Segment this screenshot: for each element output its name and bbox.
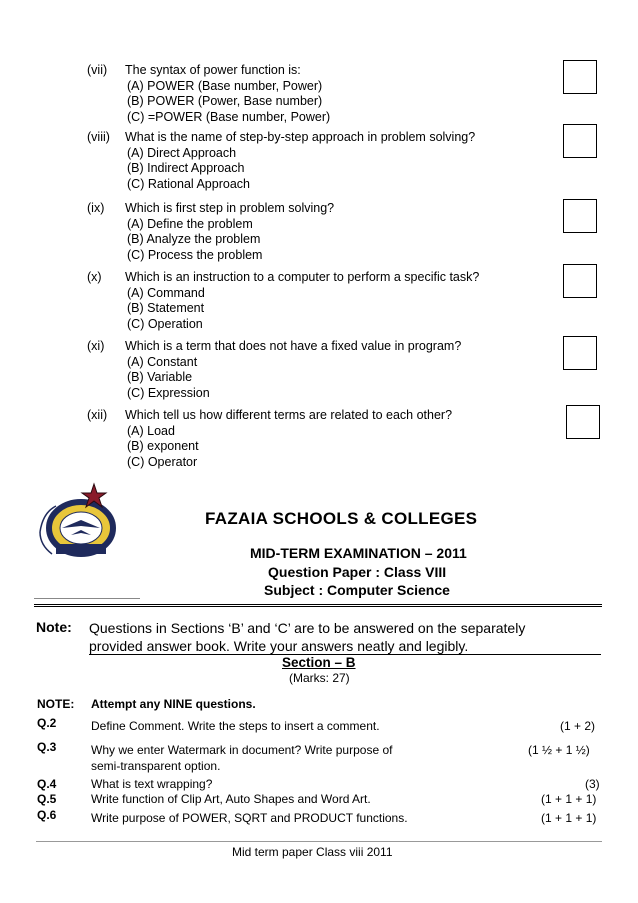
- option-a: (A) POWER (Base number, Power): [127, 78, 323, 93]
- footer-rule: [36, 841, 602, 842]
- section-title: Section – B: [282, 655, 356, 670]
- section-note-text: Attempt any NINE questions.: [91, 697, 256, 711]
- question-number: Q.3: [37, 740, 57, 754]
- answer-box[interactable]: [563, 336, 597, 370]
- option-c: (C) Expression: [127, 385, 210, 400]
- question-marks: (1 + 2): [560, 719, 596, 733]
- answer-box[interactable]: [566, 405, 600, 439]
- question-text: Which is first step in problem solving? (A) Define the problem (B) Analyze the problem (C) Process the problem: [125, 201, 335, 262]
- question-number: (ix): [87, 201, 105, 215]
- note-line-1: Questions in Sections ‘B’ and ‘C’ are to be answered on the separately: [89, 620, 526, 636]
- note-text: [89, 619, 599, 655]
- question-text: The syntax of power function is: (A) POWER (Base number, Power) (B) POWER (Power, Base number) (C) =POWER (Base number, Power): [125, 63, 331, 124]
- divider: [34, 606, 602, 607]
- question-number: Q.5: [37, 792, 57, 806]
- note-line-2: provided answer book. Write your answers neatly and legibly.: [89, 638, 469, 654]
- question-text: Write purpose of POWER, SQRT and PRODUCT functions.: [91, 811, 408, 825]
- section-marks: (Marks: 27): [289, 671, 350, 685]
- divider: [34, 604, 602, 605]
- option-a: (A) Constant: [127, 354, 198, 369]
- answer-box[interactable]: [563, 264, 597, 298]
- exam-title: MID-TERM EXAMINATION – 2011: [250, 545, 467, 561]
- question-text: What is the name of step-by-step approach in problem solving? (A) Direct Approach (B) Indirect Approach (C) Rational Approach: [125, 130, 476, 191]
- question-text-continued: semi-transparent option.: [91, 759, 221, 773]
- question-number: Q.2: [37, 716, 57, 730]
- question-number: Q.4: [37, 777, 57, 791]
- question-text: Define Comment. Write the steps to insert a comment.: [91, 719, 380, 733]
- option-a: (A) Command: [127, 285, 205, 300]
- note-label: Note:: [36, 619, 72, 635]
- option-c: (C) Rational Approach: [127, 176, 250, 191]
- option-c: (C) Operation: [127, 316, 203, 331]
- question-text: Why we enter Watermark in document? Write purpose of: [91, 743, 393, 757]
- option-c: (C) Process the problem: [127, 247, 263, 262]
- logo-underline: [34, 598, 140, 599]
- option-b: (B) exponent: [127, 439, 199, 453]
- question-number: (xii): [87, 408, 108, 422]
- option-b: (B) Indirect Approach: [127, 161, 245, 175]
- option-b: (B) Analyze the problem: [127, 232, 261, 246]
- question-number: (viii): [87, 130, 110, 144]
- question-marks: (1 ½ + 1 ½): [528, 743, 590, 757]
- question-marks: (3): [585, 777, 600, 791]
- question-text: What is text wrapping?: [91, 777, 213, 791]
- option-a: (A) Direct Approach: [127, 145, 237, 160]
- question-marks: (1 + 1 + 1): [541, 811, 597, 825]
- question-number: (xi): [87, 339, 105, 353]
- question-text: Which is a term that does not have a fixed value in program? (A) Constant (B) Variable (C) Expression: [125, 339, 462, 400]
- paper-title: Question Paper : Class VIII: [268, 564, 447, 580]
- question-number: (vii): [87, 63, 108, 77]
- answer-box[interactable]: [563, 199, 597, 233]
- option-a: (A) Define the problem: [127, 216, 253, 231]
- option-b: (B) Variable: [127, 370, 193, 384]
- answer-box[interactable]: [563, 60, 597, 94]
- question-text: Which is an instruction to a computer to perform a specific task? (A) Command (B) Statement (C) Operation: [125, 270, 480, 331]
- option-c: (C) =POWER (Base number, Power): [127, 109, 331, 124]
- question-text: Which tell us how different terms are related to each other? (A) Load (B) exponent (C) Operator: [125, 408, 453, 469]
- answer-box[interactable]: [563, 124, 597, 158]
- question-text: Write function of Clip Art, Auto Shapes and Word Art.: [91, 792, 371, 806]
- option-b: (B) POWER (Power, Base number): [127, 94, 323, 108]
- option-a: (A) Load: [127, 423, 175, 438]
- page-footer: Mid term paper Class viii 2011: [232, 845, 393, 859]
- question-marks: (1 + 1 + 1): [541, 792, 597, 806]
- section-note-label: NOTE:: [37, 697, 75, 711]
- school-name: FAZAIA SCHOOLS & COLLEGES: [205, 509, 478, 528]
- question-number: (x): [87, 270, 102, 284]
- option-b: (B) Statement: [127, 301, 205, 315]
- school-logo: [34, 480, 124, 564]
- subject-title: Subject : Computer Science: [264, 582, 450, 598]
- question-number: Q.6: [37, 808, 57, 822]
- option-c: (C) Operator: [127, 454, 198, 469]
